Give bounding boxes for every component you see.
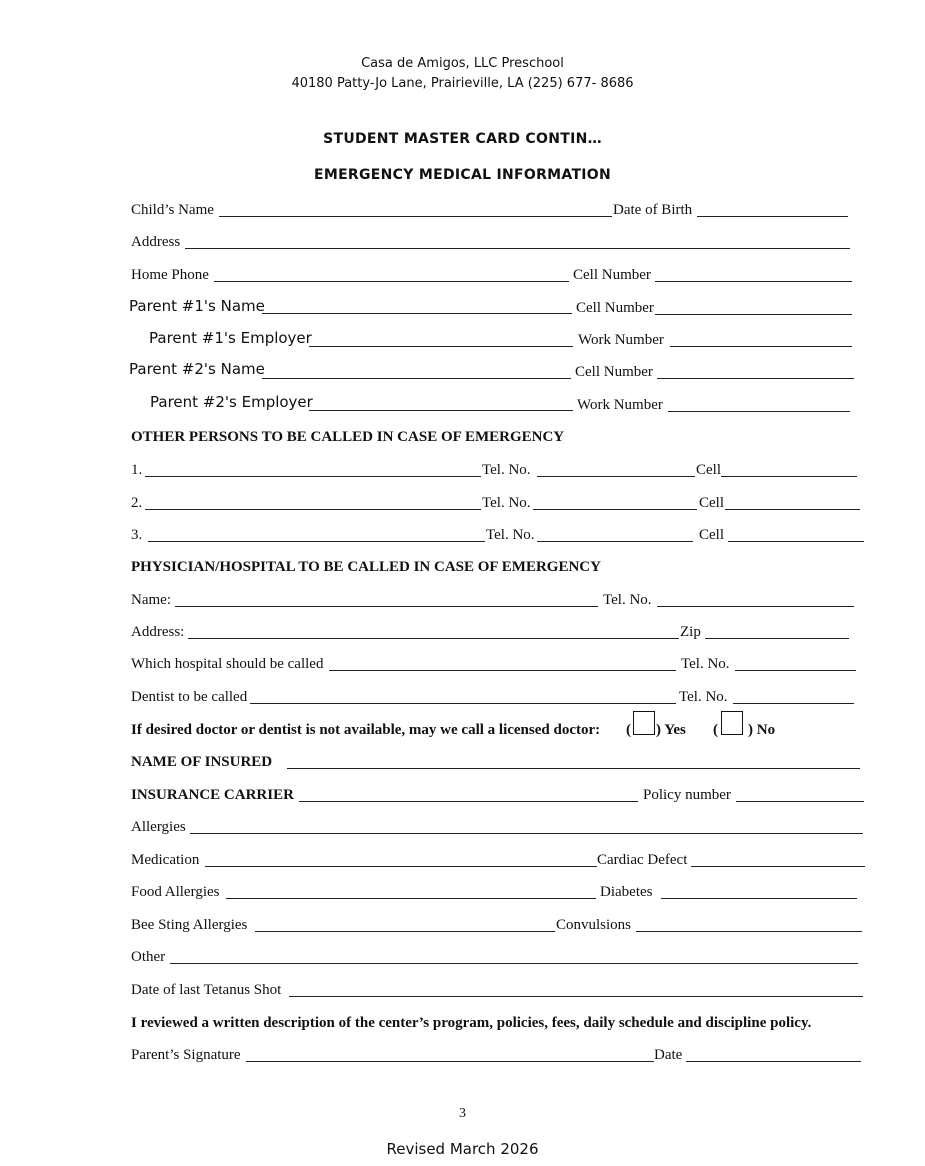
allergies-field[interactable] (190, 833, 863, 834)
physician-tel-field[interactable] (657, 606, 854, 607)
home-phone-field[interactable] (214, 281, 569, 282)
licensed-doctor-question: If desired doctor or dentist is not available, may we call a licensed doctor: (131, 722, 601, 738)
no-label: ) No (748, 722, 776, 738)
policy-field[interactable] (736, 801, 864, 802)
parent1-cell-field[interactable] (655, 314, 852, 315)
dob-field[interactable] (697, 216, 848, 217)
insured-field[interactable] (287, 768, 860, 769)
food-allergies-label: Food Allergies (131, 884, 220, 900)
allergies-label: Allergies (131, 819, 186, 835)
emergency-contacts-heading: OTHER PERSONS TO BE CALLED IN CASE OF EMERGENCY (131, 429, 565, 445)
physician-address-label: Address: (131, 624, 185, 640)
child-name-field[interactable] (219, 216, 612, 217)
diabetes-label: Diabetes (600, 884, 653, 900)
bee-sting-field[interactable] (255, 931, 555, 932)
yes-checkbox[interactable] (633, 711, 655, 735)
bee-sting-label: Bee Sting Allergies (131, 917, 248, 933)
cardiac-label: Cardiac Defect (597, 852, 688, 868)
acknowledgement-statement: I reviewed a written description of the center’s program, policies, fees, daily schedule and discipline policy. (131, 1015, 812, 1031)
page-number: 3 (459, 1106, 466, 1121)
hospital-tel-field[interactable] (735, 670, 856, 671)
no-paren-open: ( (713, 722, 718, 738)
parent1-employer-field[interactable] (309, 346, 573, 347)
contact3-tel-label: Tel. No. (486, 527, 535, 543)
signature-date-label: Date (654, 1047, 683, 1063)
parent1-employer-label: Parent #1's Employer (149, 329, 312, 347)
contact2-name-field[interactable] (145, 509, 481, 510)
insured-label: NAME OF INSURED (131, 754, 273, 770)
medication-field[interactable] (205, 866, 597, 867)
contact1-cell-label: Cell (696, 462, 721, 478)
contact-number: 2. (131, 495, 143, 511)
physician-name-field[interactable] (175, 606, 598, 607)
signature-date-field[interactable] (686, 1061, 861, 1062)
parent1-work-label: Work Number (578, 332, 664, 348)
form-subtitle: EMERGENCY MEDICAL INFORMATION (313, 167, 612, 183)
dentist-tel-field[interactable] (733, 703, 854, 704)
contact1-cell-field[interactable] (721, 476, 857, 477)
parent2-cell-label: Cell Number (575, 364, 653, 380)
address-label: Address (131, 234, 181, 250)
dob-label: Date of Birth (613, 202, 693, 218)
parent2-employer-label: Parent #2's Employer (150, 393, 313, 411)
parent1-work-field[interactable] (670, 346, 852, 347)
policy-label: Policy number (643, 787, 731, 803)
cardiac-field[interactable] (691, 866, 865, 867)
contact3-cell-label: Cell (699, 527, 724, 543)
form-title: STUDENT MASTER CARD CONTIN… (323, 131, 602, 147)
convulsions-label: Convulsions (556, 917, 632, 933)
contact3-cell-field[interactable] (728, 541, 864, 542)
hospital-label: Which hospital should be called (131, 656, 324, 672)
cell-number-label: Cell Number (573, 267, 651, 283)
other-label: Other (131, 949, 166, 965)
contact1-name-field[interactable] (145, 476, 481, 477)
parent2-name-label: Parent #2's Name (129, 360, 265, 378)
hospital-field[interactable] (329, 670, 676, 671)
contact3-tel-field[interactable] (537, 541, 693, 542)
dentist-field[interactable] (250, 703, 676, 704)
food-allergies-field[interactable] (226, 898, 596, 899)
parent2-work-label: Work Number (577, 397, 663, 413)
dentist-label: Dentist to be called (131, 689, 248, 705)
cell-number-field[interactable] (655, 281, 852, 282)
contact2-cell-label: Cell (699, 495, 724, 511)
physician-address-field[interactable] (188, 638, 679, 639)
medication-label: Medication (131, 852, 200, 868)
parent1-name-label: Parent #1's Name (129, 297, 265, 315)
yes-label: ) Yes (656, 722, 686, 738)
zip-field[interactable] (705, 638, 849, 639)
school-address: 40180 Patty-Jo Lane, Prairieville, LA (225) 677- 8686 (291, 76, 634, 91)
school-name: Casa de Amigos, LLC Preschool (361, 56, 564, 71)
signature-field[interactable] (246, 1061, 654, 1062)
carrier-field[interactable] (299, 801, 638, 802)
parent2-cell-field[interactable] (657, 378, 854, 379)
contact2-tel-label: Tel. No. (482, 495, 531, 511)
contact2-tel-field[interactable] (533, 509, 697, 510)
tetanus-label: Date of last Tetanus Shot (131, 982, 282, 998)
parent2-work-field[interactable] (668, 411, 850, 412)
parent2-name-field[interactable] (262, 378, 571, 379)
physician-tel-label: Tel. No. (603, 592, 652, 608)
dentist-tel-label: Tel. No. (679, 689, 728, 705)
contact1-tel-field[interactable] (537, 476, 695, 477)
diabetes-field[interactable] (661, 898, 857, 899)
contact1-tel-label: Tel. No. (482, 462, 531, 478)
contact2-cell-field[interactable] (725, 509, 860, 510)
signature-label: Parent’s Signature (131, 1047, 241, 1063)
parent1-name-field[interactable] (262, 313, 572, 314)
carrier-label: INSURANCE CARRIER (131, 787, 294, 803)
home-phone-label: Home Phone (131, 267, 209, 283)
child-name-label: Child’s Name (131, 202, 214, 218)
convulsions-field[interactable] (636, 931, 862, 932)
yes-paren-open: ( (626, 722, 631, 738)
other-field[interactable] (170, 963, 858, 964)
parent2-employer-field[interactable] (309, 410, 573, 411)
tetanus-field[interactable] (289, 996, 863, 997)
hospital-tel-label: Tel. No. (681, 656, 730, 672)
contact-number: 3. (131, 527, 143, 543)
parent1-cell-label: Cell Number (576, 300, 654, 316)
revised-date: Revised March 2026 (386, 1140, 539, 1158)
contact-number: 1. (131, 462, 143, 478)
no-checkbox[interactable] (721, 711, 743, 735)
address-field[interactable] (185, 248, 850, 249)
physician-heading: PHYSICIAN/HOSPITAL TO BE CALLED IN CASE OF EMERGENCY (131, 559, 601, 575)
zip-label: Zip (680, 624, 701, 640)
contact3-name-field[interactable] (148, 541, 485, 542)
physician-name-label: Name: (131, 592, 171, 608)
